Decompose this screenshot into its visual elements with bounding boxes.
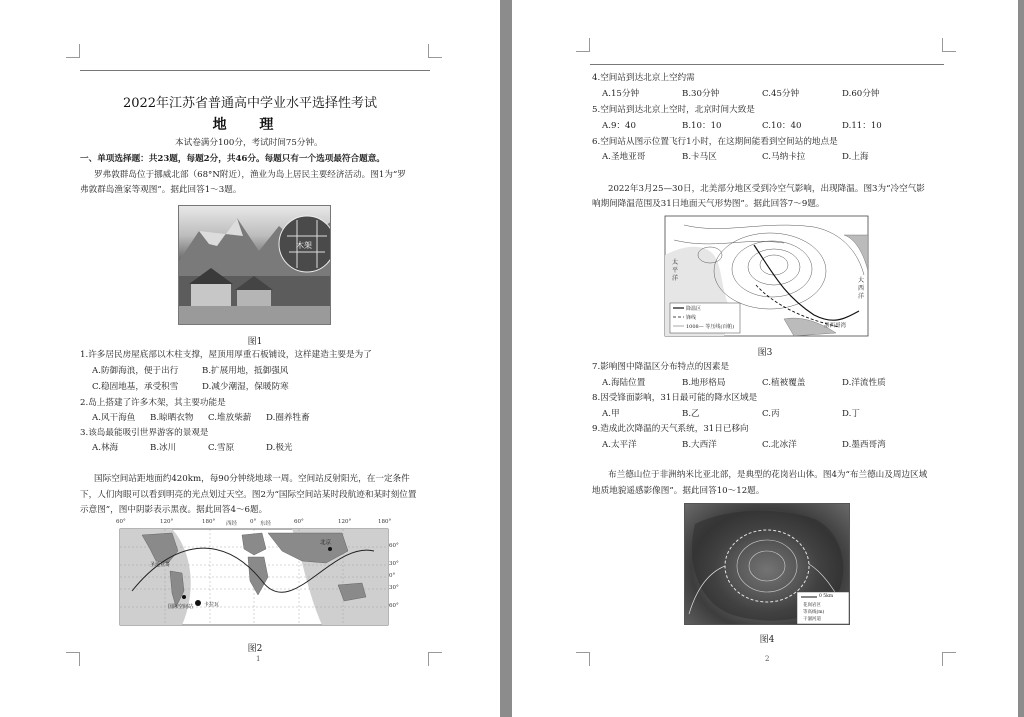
question-5-options — [602, 121, 922, 132]
crop-mark — [942, 652, 956, 666]
question-5: 5.空间站到达北京上空时，北京时间大致是 — [592, 105, 755, 115]
option[interactable]: D.墨西哥湾 — [842, 440, 886, 450]
option[interactable]: A.太平洋 — [602, 440, 637, 450]
section-heading: 一、单项选择题：共23题，每题2分，共46分。每题只有一个选项最符合题意。 — [80, 154, 385, 164]
option[interactable]: A.林海 — [92, 443, 119, 453]
crop-mark — [428, 44, 442, 58]
option[interactable]: C.稳固地基，承受积雪 — [92, 382, 179, 392]
crop-mark — [66, 652, 80, 666]
legend-item: 花岗岩区 — [803, 603, 821, 608]
figure-4-satellite-image — [684, 503, 850, 625]
figure-1-caption: 图1 — [247, 337, 263, 347]
figure-3-weather-map — [664, 215, 869, 337]
option[interactable]: A.防御海浪，便于出行 — [92, 366, 179, 376]
question-8: 8.因受锋面影响，31日最可能的降水区域是 — [592, 393, 758, 403]
question-1: 1.许多居民房屋底部以木柱支撑，屋顶用厚重石板铺设，这样建造主要是为了 — [80, 350, 372, 360]
figure-1-photo — [178, 205, 331, 325]
option[interactable]: C.10：40 — [762, 121, 802, 131]
option[interactable]: A.圣地亚哥 — [602, 152, 646, 162]
option[interactable]: D.60分钟 — [842, 89, 880, 99]
intro-text: 2022年3月25—30日，北美部分地区受到冷空气影响，出现降温。图3为“冷空气影 — [608, 184, 925, 194]
option[interactable]: D.洋流性质 — [842, 378, 886, 388]
map-city-label: 卡拉瓦 — [204, 602, 220, 608]
intro-text: 布兰德山位于非洲纳米比亚北部，是典型的花岗岩山体。图4为“布兰德山及周边区域 — [608, 470, 928, 480]
header-rule — [590, 64, 944, 65]
option[interactable]: C.45分钟 — [762, 89, 800, 99]
option[interactable]: A.风干海鱼 — [92, 413, 136, 423]
subject-title: 地 理 — [212, 117, 288, 133]
option[interactable]: B.地形格局 — [682, 378, 726, 388]
option[interactable]: B.10：10 — [682, 121, 722, 131]
page-number: 1 — [256, 655, 261, 663]
option[interactable]: B.卡马区 — [682, 152, 717, 162]
figure-1-label: 木架 — [296, 241, 312, 250]
option[interactable]: D.11：10 — [842, 121, 882, 131]
figure-2-caption: 图2 — [247, 644, 263, 654]
option[interactable]: B.冰川 — [150, 443, 177, 453]
figure-3-caption: 图3 — [757, 348, 773, 358]
question-9-options — [602, 440, 922, 451]
option[interactable]: C.北冰洋 — [762, 440, 797, 450]
page-number: 2 — [765, 655, 770, 663]
option[interactable]: C.堆放柴薪 — [208, 413, 252, 423]
exam-info: 本试卷满分100分，考试时间75分钟。 — [175, 138, 323, 148]
document-page-2 — [512, 0, 1018, 717]
question-3: 3.该岛最能吸引世界游客的景观是 — [80, 428, 209, 438]
map-city-label: 国际空间站 — [168, 604, 194, 610]
question-7-options — [602, 378, 922, 389]
option[interactable]: A.海陆位置 — [602, 378, 646, 388]
crop-mark — [576, 652, 590, 666]
option[interactable]: D.圈养牲畜 — [266, 413, 310, 423]
figure-4-caption: 图4 — [759, 635, 775, 645]
question-4-options — [602, 89, 922, 100]
question-8-options — [602, 409, 922, 420]
option[interactable]: D.减少潮湿，保暖防寒 — [202, 382, 289, 392]
intro-text: 地质地貌遥感影像图”。据此回答10～12题。 — [592, 486, 765, 496]
question-9: 9.造成此次降温的天气系统，31日已移向 — [592, 424, 749, 434]
crop-mark — [66, 44, 80, 58]
map-city-label: 圣地亚哥 — [150, 562, 171, 568]
option[interactable]: D.丁 — [842, 409, 860, 419]
map-ocean-label: 大 西 洋 — [858, 277, 865, 300]
intro-text: 响期间降温范围及31日地面天气形势图”。据此回答7～9题。 — [592, 199, 825, 209]
option[interactable]: C.植被覆盖 — [762, 378, 806, 388]
option[interactable]: C.马纳卡拉 — [762, 152, 806, 162]
option[interactable]: B.乙 — [682, 409, 700, 419]
question-6-options — [602, 152, 922, 163]
option[interactable]: B.30分钟 — [682, 89, 720, 99]
intro-text: 下，人们肉眼可以看到明亮的光点划过天空。图2为“国际空间站某时段航迹和某时刻位置 — [80, 490, 417, 500]
option[interactable]: A.9：40 — [602, 121, 636, 131]
crop-mark — [428, 652, 442, 666]
question-3-options — [92, 443, 324, 454]
option[interactable]: A.甲 — [602, 409, 620, 419]
header-rule — [80, 70, 430, 71]
option[interactable]: B.大西洋 — [682, 440, 717, 450]
legend-item: 降温区 — [686, 306, 702, 312]
exam-title: 2022年江苏省普通高中学业水平选择性考试 — [122, 96, 378, 111]
option[interactable]: C.丙 — [762, 409, 780, 419]
map-city-label: 北京 — [320, 540, 332, 546]
question-4: 4.空间站到达北京上空约需 — [592, 73, 695, 83]
option[interactable]: D.上海 — [842, 152, 869, 162]
question-7: 7.影响图中降温区分布特点的因素是 — [592, 362, 730, 372]
legend-item: 1008— 等压线(百帕) — [686, 324, 735, 330]
intro-text: 弗敦群岛渔家等观图”。据此回答1～3题。 — [80, 185, 242, 195]
crop-mark — [942, 38, 956, 52]
map-sea-label: 墨西哥湾 — [824, 323, 847, 329]
legend-item: 0 5km — [819, 594, 834, 599]
question-1-options — [92, 366, 312, 377]
question-1-options — [92, 382, 312, 393]
option[interactable]: B.扩展用地，抵御强风 — [202, 366, 289, 376]
legend-item: 干涸河道 — [803, 617, 821, 622]
option[interactable]: D.极光 — [266, 443, 293, 453]
legend-item: 等高线(m) — [803, 610, 825, 615]
option[interactable]: B.晾晒衣物 — [150, 413, 194, 423]
question-2-options — [92, 413, 324, 424]
intro-text: 国际空间站距地面约420km，每90分钟绕地球一周。空间站反射阳光，在一定条件 — [94, 474, 410, 484]
document-page-1 — [0, 0, 500, 717]
option[interactable]: A.15分钟 — [602, 89, 640, 99]
option[interactable]: C.雪原 — [208, 443, 235, 453]
legend-item: 锋线 — [686, 315, 697, 321]
question-2: 2.岛上搭建了许多木架，其主要功能是 — [80, 398, 226, 408]
intro-text: 罗弗敦群岛位于挪威北部（68°N附近），渔业为岛上居民主要经济活动。图1为“罗 — [94, 170, 406, 180]
question-6: 6.空间站从图示位置飞行1小时，在这期间能看到空间站的地点是 — [592, 137, 838, 147]
crop-mark — [576, 38, 590, 52]
figure-2-map: 60° 120° 180° 西经 0° 东经 60° 120° 180° 60° 30° 0° 30° 60° 北京 圣地亚哥 国际空间站 卡拉瓦 — [112, 521, 397, 633]
intro-text: 示意图”，图中阴影表示黑夜。据此回答4～6题。 — [80, 505, 268, 515]
map-ocean-label: 太 平 洋 — [672, 259, 679, 282]
